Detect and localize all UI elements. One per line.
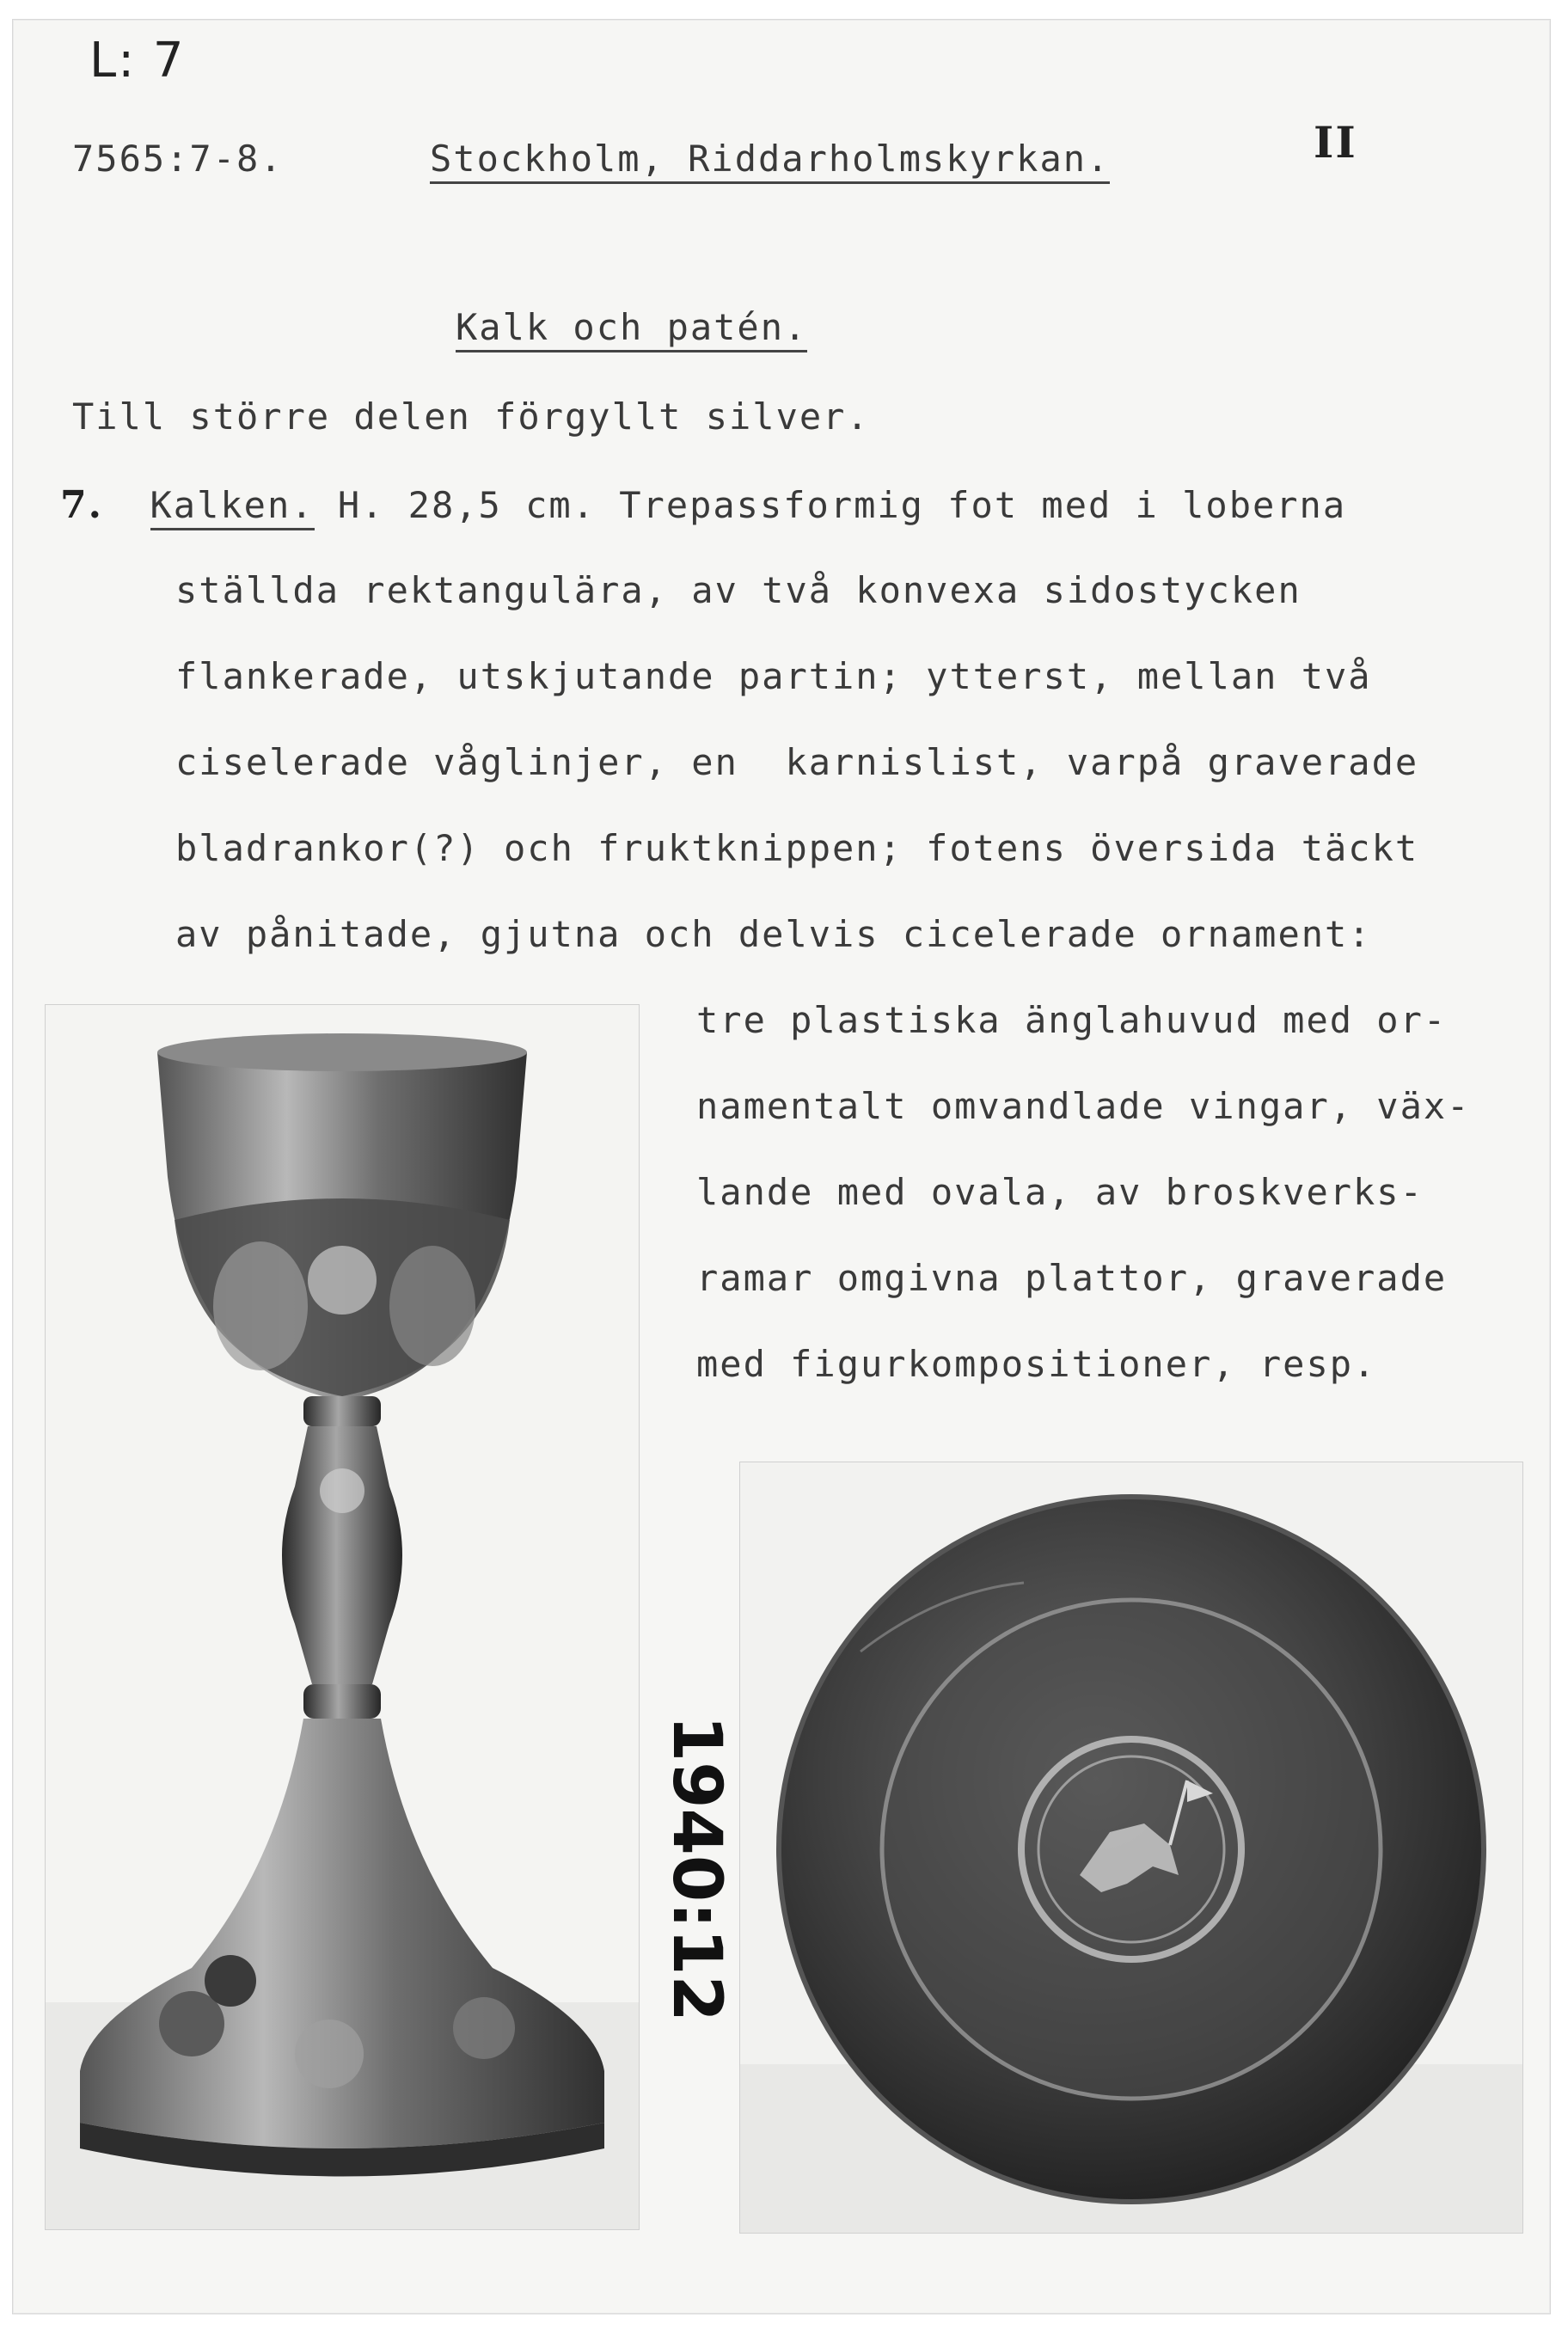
catalog-number: 7565:7-8. (72, 138, 284, 180)
intro-text: Till större delen förgyllt silver. (72, 395, 870, 438)
chalice-photo (45, 1004, 640, 2230)
item-line-9: lande med ovala, av broskverks- (696, 1171, 1424, 1213)
location-text: Stockholm, Riddarholmskyrkan. (430, 138, 1110, 184)
chalice-image (46, 1005, 639, 2229)
item-line-1 (60, 483, 1346, 527)
item-name: Kalken. (150, 484, 315, 530)
item-line-6: av pånitade, gjutna och delvis cicelerade ornament: (175, 913, 1372, 955)
item-line-1-rest: H. 28,5 cm. Trepassformig fot med i loberna (314, 484, 1347, 526)
item-line-2: ställda rektangulära, av två konvexa sidostycken (175, 569, 1302, 611)
paten-image (740, 1462, 1522, 2233)
item-line-3: flankerade, utskjutande partin; ytterst, mellan två (175, 655, 1372, 697)
page-title: Kalk och patén. (456, 306, 807, 348)
paten-photo (739, 1462, 1523, 2234)
item-line-7: tre plastiska änglahuvud med or- (696, 999, 1448, 1041)
photo-inventory-note: 1940:12 (658, 1715, 735, 2022)
item-line-10: ramar omgivna plattor, graverade (696, 1257, 1448, 1299)
item-line-5: bladrankor(?) och fruktknippen; fotens översida täckt (175, 827, 1419, 869)
location-heading (430, 138, 1110, 180)
item-number: 7. (60, 483, 103, 527)
roman-numeral-mark: II (1314, 117, 1357, 168)
item-line-8: namentalt omvandlade vingar, väx- (696, 1085, 1471, 1127)
item-line-4: ciselerade våglinjer, en karnislist, varpå graverade (175, 741, 1419, 783)
signum-handwritten: L: 7 (89, 33, 186, 89)
item-line-11: med figurkompositioner, resp. (696, 1343, 1377, 1385)
